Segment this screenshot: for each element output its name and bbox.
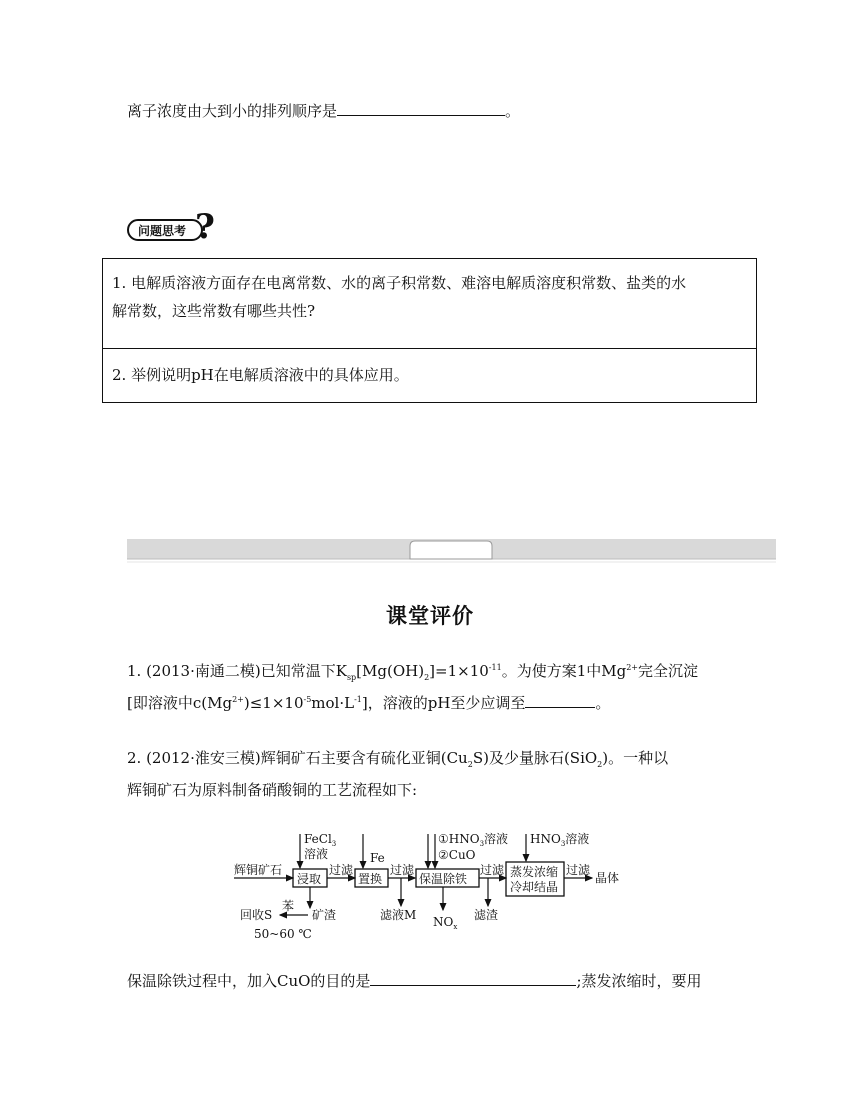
text: [即溶液中c(Mg <box>127 694 233 712</box>
subscript: sp <box>346 673 357 682</box>
leach-label: 浸取 <box>297 872 322 886</box>
slag-label: 矿渣 <box>312 908 337 922</box>
item-1-line-2 <box>127 693 610 713</box>
ion-order-prompt: 离子浓度由大到小的排列顺序是 <box>127 102 338 120</box>
temperature-label: 50~60 ℃ <box>254 927 312 941</box>
question-1-line2: 解常数，这些常数有哪些共性? <box>112 302 316 320</box>
text: 1. (2013·南通二模)已知常温下K <box>127 662 347 680</box>
answer-blank[interactable] <box>370 971 576 986</box>
item-2-line-1 <box>127 748 668 768</box>
benzene-label: 苯 <box>282 899 295 913</box>
filter-label: 过滤 <box>480 863 505 877</box>
cuo-label: ②CuO <box>438 848 476 862</box>
superscript: -1 <box>354 695 362 704</box>
question-text <box>112 361 748 389</box>
filter-residue-label: 滤渣 <box>474 908 499 922</box>
heat-remove-iron-label: 保温除铁 <box>419 872 468 886</box>
text: S)及少量脉石(SiO <box>472 749 598 767</box>
fecl3-solution-label: 溶液 <box>304 847 329 861</box>
question-row <box>103 259 756 349</box>
question-think-badge <box>127 207 217 243</box>
fe-label: Fe <box>370 851 385 865</box>
item-1-line-1 <box>127 661 698 681</box>
subscript: 2 <box>467 760 473 769</box>
nox-label <box>433 915 457 931</box>
text: 溶液 <box>565 832 590 846</box>
text: ]=1×10 <box>429 662 489 680</box>
question-mark-icon: ? <box>195 207 215 243</box>
subscript: x <box>453 923 458 931</box>
text: 。为使方案1中Mg <box>501 662 627 680</box>
text: HNO <box>530 832 561 846</box>
subscript: 2 <box>597 760 603 769</box>
question-1-line1: 1. 电解质溶液方面存在电离常数、水的离子积常数、难溶电解质溶度积常数、盐类的水 <box>112 274 687 292</box>
subscript: 3 <box>479 840 485 848</box>
question-table <box>102 258 757 403</box>
text: 。 <box>595 694 611 712</box>
period: 。 <box>505 102 521 120</box>
section-divider-band <box>127 539 776 563</box>
subscript: 3 <box>560 840 566 848</box>
answer-blank[interactable] <box>337 101 505 116</box>
text: 辉铜矿石为原料制备硝酸铜的工艺流程如下: <box>127 781 418 799</box>
fill-in-line-ion-order <box>127 101 520 121</box>
filter-label: 过滤 <box>329 863 354 877</box>
text: 保温除铁过程中，加入CuO的目的是 <box>127 972 371 990</box>
text: 完全沉淀 <box>638 662 699 680</box>
subscript: 3 <box>331 840 337 848</box>
fill-in-line-cuo-purpose <box>127 971 702 991</box>
subscript: 2 <box>424 673 430 682</box>
text: 2. (2012·淮安三模)辉铜矿石主要含有硫化亚铜(Cu <box>127 749 468 767</box>
input-label: 辉铜矿石 <box>234 863 283 877</box>
question-2-line1: 2. 举例说明pH在电解质溶液中的具体应用。 <box>112 366 409 384</box>
text: ;蒸发浓缩时，要用 <box>576 972 702 990</box>
badge-label: 问题思考 <box>138 224 187 238</box>
filter-label: 过滤 <box>390 863 415 877</box>
superscript: 2+ <box>626 663 638 672</box>
fecl3-label <box>304 832 336 848</box>
text: NO <box>433 915 454 929</box>
question-text <box>112 269 748 325</box>
superscript: 2+ <box>232 695 244 704</box>
answer-blank[interactable] <box>525 693 595 708</box>
superscript: -11 <box>488 663 502 672</box>
crystallize-label: 冷却结晶 <box>510 880 559 894</box>
text: )≤1×10 <box>243 694 304 712</box>
text: mol·L <box>311 694 355 712</box>
text: 溶液 <box>484 832 509 846</box>
text: ]，溶液的pH至少应调至 <box>361 694 526 712</box>
question-row <box>103 349 756 404</box>
evaporate-label: 蒸发浓缩 <box>510 865 559 879</box>
section-title: 课堂评价 <box>386 604 474 628</box>
text: [Mg(OH) <box>356 662 425 680</box>
item-2-line-2 <box>127 780 417 800</box>
recover-s-label: 回收S <box>240 908 273 922</box>
text: ①HNO <box>438 832 480 846</box>
process-flow-diagram <box>230 828 630 946</box>
text: )。一种以 <box>602 749 669 767</box>
filter-label: 过滤 <box>566 863 591 877</box>
crystal-label: 晶体 <box>595 871 620 885</box>
superscript: -5 <box>303 695 312 704</box>
text: FeCl <box>304 832 332 846</box>
filtrate-m-label: 滤液M <box>380 908 417 922</box>
hno3-label <box>438 831 508 848</box>
hno3-solution-label <box>530 831 589 848</box>
replace-label: 置换 <box>358 872 383 886</box>
